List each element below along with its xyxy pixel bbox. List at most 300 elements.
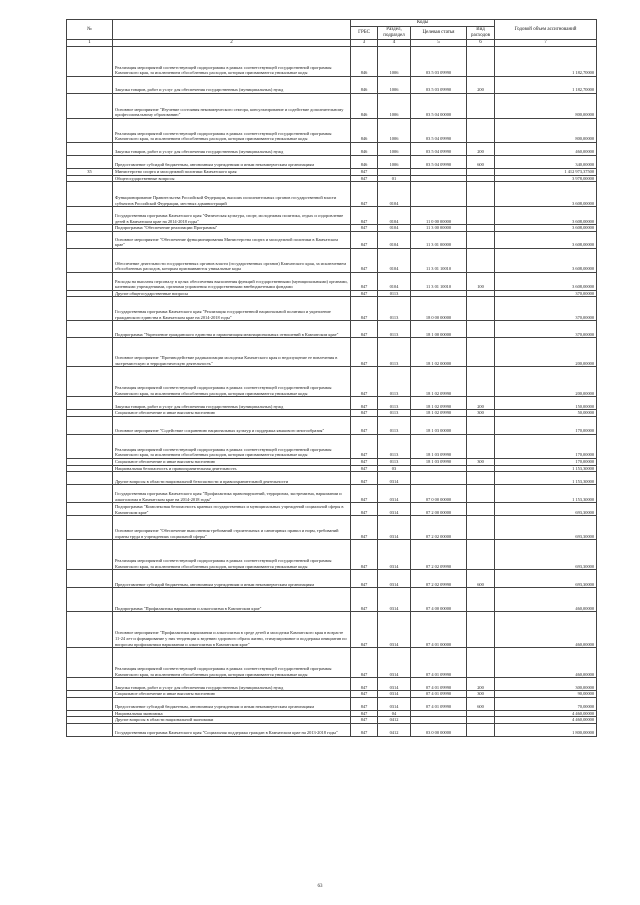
row-target: 11 3 00 00000 (411, 225, 467, 232)
row-exptype (467, 503, 495, 516)
row-number (67, 225, 113, 232)
row-section: 0113 (378, 416, 411, 434)
header-index: 2 (113, 40, 351, 47)
row-section: 0104 (378, 272, 411, 290)
row-grbs: 846 (351, 94, 378, 119)
row-exptype (467, 588, 495, 612)
row-target: 07 2 02 00000 (411, 516, 467, 540)
table-row (67, 248, 597, 272)
row-number (67, 710, 113, 717)
row-amount: 693,30000 (495, 570, 597, 588)
row-grbs: 847 (351, 458, 378, 465)
row-number (67, 119, 113, 143)
row-target: 03 5 04 09990 (411, 156, 467, 169)
row-grbs: 847 (351, 472, 378, 485)
table-row (67, 465, 597, 472)
row-target: 07 2 02 09990 (411, 540, 467, 570)
row-name: Министерство спорта и молодежной политики Камчатского края (113, 169, 351, 176)
row-section: 1006 (378, 156, 411, 169)
row-section: 0314 (378, 648, 411, 678)
table-row (67, 434, 597, 458)
row-target: 07 2 02 09990 (411, 570, 467, 588)
row-section: 0113 (378, 434, 411, 458)
row-exptype: 300 (467, 410, 495, 417)
row-section: 01 (378, 175, 411, 182)
row-section: 0104 (378, 248, 411, 272)
row-amount: 170,00000 (495, 458, 597, 465)
row-section: 0314 (378, 516, 411, 540)
table-row (67, 94, 597, 119)
row-section: 0314 (378, 485, 411, 503)
row-name: Расходы на выплаты персоналу в целях обеспечения выполнения функций государственными (муниципальными) органами, казенными учреждениями, органами управления государственными внебюджетными фондами (113, 272, 351, 290)
row-exptype: 200 (467, 77, 495, 94)
row-target (411, 465, 467, 472)
row-target: 11 3 01 10010 (411, 248, 467, 272)
row-target: 18 0 00 00000 (411, 297, 467, 321)
row-name: Общегосударственные вопросы (113, 175, 351, 182)
row-amount: 800,00000 (495, 119, 597, 143)
row-exptype (467, 182, 495, 207)
table-row (67, 410, 597, 417)
row-grbs: 847 (351, 410, 378, 417)
row-name: Другие вопросы в области национальной экономики (113, 717, 351, 724)
row-number (67, 321, 113, 338)
row-section: 0113 (378, 290, 411, 297)
table-row (67, 612, 597, 648)
row-amount: 460,00000 (495, 588, 597, 612)
row-section: 0113 (378, 458, 411, 465)
row-grbs: 847 (351, 570, 378, 588)
row-exptype: 100 (467, 272, 495, 290)
row-amount: 1 412 973,37500 (495, 169, 597, 176)
row-name: Другие вопросы в области национальной безопасности и правоохранительной деятельности (113, 472, 351, 485)
row-amount: 4 460,00000 (495, 710, 597, 717)
row-name: Подпрограмма "Профилактика наркомании и алкоголизма в Камчатском крае" (113, 588, 351, 612)
row-number (67, 410, 113, 417)
row-grbs: 847 (351, 723, 378, 736)
row-target: 07 0 00 00000 (411, 485, 467, 503)
row-section: 0314 (378, 540, 411, 570)
row-exptype (467, 94, 495, 119)
row-exptype: 200 (467, 143, 495, 156)
row-target (411, 472, 467, 485)
row-amount: 800,00000 (495, 94, 597, 119)
table-row (67, 207, 597, 225)
row-number (67, 297, 113, 321)
table-row (67, 272, 597, 290)
header-amount: Годовой объем ассигнований (495, 20, 597, 40)
row-target: 07 2 00 00000 (411, 503, 467, 516)
row-exptype (467, 648, 495, 678)
row-grbs: 847 (351, 612, 378, 648)
row-number (67, 516, 113, 540)
row-section: 1006 (378, 77, 411, 94)
row-target: 03 5 03 09990 (411, 47, 467, 77)
row-exptype (467, 723, 495, 736)
row-exptype (467, 472, 495, 485)
row-target: 18 1 02 09990 (411, 410, 467, 417)
row-section: 1006 (378, 47, 411, 77)
row-number (67, 231, 113, 248)
row-number (67, 207, 113, 225)
row-grbs: 847 (351, 691, 378, 698)
row-name: Обеспечение деятельности государственных органов власти (государственных органов) Камчатского края, за исключением обособленных расходов, которым присваиваются уникальные коды (113, 248, 351, 272)
row-grbs: 847 (351, 516, 378, 540)
row-name: Реализация мероприятий соответствующей подпрограммы в рамках соответствующей государственной программы Камчатского края, за исключением обособленных расходов, которым присваиваются уникальные коды (113, 648, 351, 678)
row-name: Закупка товаров, работ и услуг для обеспечения государственных (муниципальных) нужд (113, 678, 351, 691)
row-section: 0314 (378, 503, 411, 516)
row-amount: 170,00000 (495, 416, 597, 434)
row-amount: 1 153,30000 (495, 465, 597, 472)
row-number (67, 723, 113, 736)
row-section: 0314 (378, 678, 411, 691)
table-body (67, 47, 597, 737)
header-index: 4 (378, 40, 411, 47)
row-target: 11 3 01 00000 (411, 231, 467, 248)
row-name: Основное мероприятие "Противодействие радикализации молодежи Камчатского края и недопущение ее вовлечения в экстремистскую и террористическую деятельность" (113, 338, 351, 367)
row-number (67, 143, 113, 156)
row-amount: 4 460,00000 (495, 717, 597, 724)
row-amount: 70,00000 (495, 697, 597, 710)
row-number: 35 (67, 169, 113, 176)
row-name: Государственная программа Камчатского края "Реализация государственной национальной политики и укрепление гражданского единства в Камчатском крае на 2014-2018 годы" (113, 297, 351, 321)
row-exptype (467, 175, 495, 182)
row-name: Государственная программа Камчатского края "Социальная поддержка граждан в Камчатском крае на 2013-2018 годы" (113, 723, 351, 736)
table-row (67, 588, 597, 612)
row-target: 18 1 00 00000 (411, 321, 467, 338)
row-grbs: 847 (351, 182, 378, 207)
table-row (67, 225, 597, 232)
row-name: Основное мероприятие "Обеспечение выполнения требований строительных и санитарных правил и норм, требований охраны труда в учреждениях социальной сферы" (113, 516, 351, 540)
row-name: Национальная безопасность и правоохранительная деятельность (113, 465, 351, 472)
row-exptype (467, 710, 495, 717)
row-amount: 1 153,30000 (495, 472, 597, 485)
row-section: 0314 (378, 570, 411, 588)
row-exptype (467, 207, 495, 225)
row-target: 07 4 01 00000 (411, 612, 467, 648)
row-section: 0412 (378, 717, 411, 724)
row-number (67, 612, 113, 648)
row-grbs: 847 (351, 272, 378, 290)
row-name: Предоставление субсидий бюджетным, автономным учреждениям и иным некоммерческим организациям (113, 697, 351, 710)
row-target (411, 717, 467, 724)
row-section: 0104 (378, 231, 411, 248)
row-exptype (467, 516, 495, 540)
header-index: 5 (411, 40, 467, 47)
row-target: 18 1 02 09990 (411, 367, 467, 397)
table-row (67, 338, 597, 367)
table-row (67, 169, 597, 176)
row-section: 0113 (378, 410, 411, 417)
row-amount: 200,00000 (495, 338, 597, 367)
row-number (67, 248, 113, 272)
row-amount: 1 182,70000 (495, 77, 597, 94)
row-target: 18 1 02 09990 (411, 397, 467, 410)
table-header (67, 20, 597, 47)
row-section: 0314 (378, 612, 411, 648)
header-exptype: Вид расходов (467, 27, 495, 40)
row-grbs: 847 (351, 207, 378, 225)
table-row (67, 175, 597, 182)
table-row (67, 570, 597, 588)
row-exptype: 300 (467, 458, 495, 465)
row-exptype (467, 290, 495, 297)
row-target (411, 182, 467, 207)
row-number (67, 416, 113, 434)
row-section: 0314 (378, 691, 411, 698)
row-amount: 460,00000 (495, 612, 597, 648)
row-exptype: 200 (467, 397, 495, 410)
row-exptype (467, 612, 495, 648)
row-name: Закупка товаров, работ и услуг для обеспечения государственных (муниципальных) нужд (113, 143, 351, 156)
row-name: Реализация мероприятий соответствующей подпрограммы в рамках соответствующей государственной программы Камчатского края, за исключением обособленных расходов, которым присваиваются уникальные коды (113, 434, 351, 458)
row-name: Основное мероприятие "Изучение состояния некоммерческого сектора, консультирование и содействие дополнительному профессиональному образованию" (113, 94, 351, 119)
row-grbs: 847 (351, 697, 378, 710)
row-name: Реализация мероприятий соответствующей подпрограммы в рамках соответствующей государственной программы Камчатского края, за исключением обособленных расходов, которым присваиваются уникальные коды (113, 367, 351, 397)
row-grbs: 846 (351, 156, 378, 169)
row-target: 07 4 01 09990 (411, 691, 467, 698)
row-number (67, 588, 113, 612)
row-amount: 3 608,00000 (495, 248, 597, 272)
table-row (67, 717, 597, 724)
row-grbs: 847 (351, 169, 378, 176)
row-section: 0314 (378, 472, 411, 485)
row-number (67, 458, 113, 465)
row-number (67, 540, 113, 570)
table-row (67, 156, 597, 169)
header-number: № (67, 20, 113, 40)
table-row (67, 367, 597, 397)
table-row (67, 472, 597, 485)
table-row (67, 458, 597, 465)
header-index: 1 (67, 40, 113, 47)
row-exptype (467, 540, 495, 570)
row-grbs: 846 (351, 119, 378, 143)
row-exptype (467, 119, 495, 143)
row-number (67, 485, 113, 503)
row-amount: 3 978,00000 (495, 175, 597, 182)
page-number: 63 (317, 884, 323, 889)
row-grbs: 847 (351, 231, 378, 248)
row-grbs: 847 (351, 225, 378, 232)
row-amount: 170,00000 (495, 434, 597, 458)
header-index: 3 (351, 40, 378, 47)
row-amount: 1 800,00000 (495, 723, 597, 736)
row-section: 1006 (378, 143, 411, 156)
table-row (67, 697, 597, 710)
row-amount: 3 608,00000 (495, 272, 597, 290)
row-number (67, 648, 113, 678)
table-row (67, 691, 597, 698)
row-name: Социальное обеспечение и иные выплаты населению (113, 691, 351, 698)
table-row (67, 678, 597, 691)
row-section: 04 (378, 710, 411, 717)
header-index: 7 (495, 40, 597, 47)
row-number (67, 465, 113, 472)
row-number (67, 338, 113, 367)
row-number (67, 503, 113, 516)
row-grbs: 847 (351, 503, 378, 516)
row-target: 18 1 03 09990 (411, 458, 467, 465)
table-row (67, 503, 597, 516)
budget-table (66, 19, 597, 737)
row-number (67, 175, 113, 182)
row-exptype (467, 169, 495, 176)
row-grbs: 847 (351, 248, 378, 272)
row-exptype (467, 321, 495, 338)
row-name: Основное мероприятие "Содействие сохранению национальных культур и поддержка языкового многообразия" (113, 416, 351, 434)
row-name: Предоставление субсидий бюджетным, автономным учреждениям и иным некоммерческим организациям (113, 156, 351, 169)
row-number (67, 697, 113, 710)
row-grbs: 847 (351, 648, 378, 678)
row-amount: 460,00000 (495, 143, 597, 156)
table-row (67, 397, 597, 410)
row-exptype (467, 485, 495, 503)
row-name: Реализация мероприятий соответствующей подпрограммы в рамках соответствующей государственной программы Камчатского края, за исключением обособленных расходов, которым присваиваются уникальные коды (113, 47, 351, 77)
table-row (67, 485, 597, 503)
row-exptype: 600 (467, 156, 495, 169)
row-amount: 50,00000 (495, 410, 597, 417)
row-section: 0113 (378, 321, 411, 338)
row-exptype (467, 231, 495, 248)
row-target: 03 5 04 09990 (411, 143, 467, 156)
row-exptype (467, 338, 495, 367)
table-row (67, 723, 597, 736)
table-row (67, 321, 597, 338)
table-row (67, 119, 597, 143)
row-target: 18 1 03 00000 (411, 416, 467, 434)
row-name: Другие общегосударственные вопросы (113, 290, 351, 297)
row-grbs: 847 (351, 710, 378, 717)
row-exptype (467, 434, 495, 458)
row-amount: 370,00000 (495, 321, 597, 338)
row-number (67, 691, 113, 698)
row-target (411, 175, 467, 182)
table-row (67, 231, 597, 248)
table-row (67, 540, 597, 570)
row-section (378, 169, 411, 176)
table-row (67, 290, 597, 297)
row-name: Реализация мероприятий соответствующей подпрограммы в рамках соответствующей государственной программы Камчатского края, за исключением обособленных расходов, которым присваиваются уникальные коды (113, 540, 351, 570)
header-grbs: ГРБС (351, 27, 378, 40)
row-amount: 1 153,30000 (495, 485, 597, 503)
row-amount: 1 182,70000 (495, 47, 597, 77)
row-target: 03 0 00 00000 (411, 723, 467, 736)
row-grbs: 847 (351, 540, 378, 570)
row-amount: 693,30000 (495, 540, 597, 570)
table-row (67, 143, 597, 156)
row-number (67, 94, 113, 119)
row-amount: 693,30000 (495, 503, 597, 516)
table-row (67, 182, 597, 207)
row-grbs: 847 (351, 485, 378, 503)
row-exptype (467, 367, 495, 397)
row-section: 0412 (378, 723, 411, 736)
row-target: 07 4 01 09990 (411, 648, 467, 678)
row-section: 0104 (378, 225, 411, 232)
row-exptype (467, 225, 495, 232)
row-name: Предоставление субсидий бюджетным, автономным учреждениям и иным некоммерческим организациям (113, 570, 351, 588)
table-row (67, 516, 597, 540)
row-name: Функционирование Правительства Российской Федерации, высших исполнительных органов государственной власти субъектов Российской Федерации, местных администраций (113, 182, 351, 207)
row-grbs: 847 (351, 717, 378, 724)
table-row (67, 47, 597, 77)
table-row (67, 648, 597, 678)
row-number (67, 182, 113, 207)
row-amount: 3 608,00000 (495, 182, 597, 207)
row-name: Подпрограмма "Укрепление гражданского единства и гармонизация межнациональных отношений в Камчатском крае" (113, 321, 351, 338)
header-section: Раздел, подраздел (378, 27, 411, 40)
row-target: 11 3 01 10010 (411, 272, 467, 290)
row-exptype: 300 (467, 691, 495, 698)
row-section: 1006 (378, 94, 411, 119)
row-target (411, 290, 467, 297)
row-grbs: 847 (351, 434, 378, 458)
row-section: 0113 (378, 297, 411, 321)
row-name: Социальное обеспечение и иные выплаты населению (113, 458, 351, 465)
row-section: 0314 (378, 697, 411, 710)
row-grbs: 846 (351, 143, 378, 156)
row-grbs: 847 (351, 175, 378, 182)
row-exptype: 600 (467, 570, 495, 588)
row-grbs: 847 (351, 416, 378, 434)
row-amount: 90,00000 (495, 691, 597, 698)
row-amount: 370,00000 (495, 297, 597, 321)
row-amount: 150,00000 (495, 397, 597, 410)
row-name: Государственная программа Камчатского края "Физическая культура, спорт, молодежная политика, отдых и оздоровление детей в Камчатском крае на 2014-2018 годы" (113, 207, 351, 225)
row-name: Подпрограмма "Обеспечение реализации Программы" (113, 225, 351, 232)
row-exptype (467, 248, 495, 272)
row-amount: 693,30000 (495, 516, 597, 540)
row-section: 0113 (378, 397, 411, 410)
row-target: 18 1 03 09990 (411, 434, 467, 458)
row-amount: 300,00000 (495, 678, 597, 691)
row-name: Основное мероприятие "Обеспечение функционирования Министерства спорта и молодежной политики в Камчатском крае" (113, 231, 351, 248)
row-section: 0104 (378, 182, 411, 207)
row-number (67, 434, 113, 458)
row-target: 07 4 01 09990 (411, 697, 467, 710)
header-index: 6 (467, 40, 495, 47)
row-exptype: 200 (467, 678, 495, 691)
table-row (67, 710, 597, 717)
row-grbs: 847 (351, 367, 378, 397)
row-number (67, 367, 113, 397)
row-grbs: 847 (351, 588, 378, 612)
row-grbs: 846 (351, 77, 378, 94)
row-exptype (467, 416, 495, 434)
row-name: Подпрограмма "Комплексная безопасность краевых государственных и муниципальных учреждений социальной сферы в Камчатском крае" (113, 503, 351, 516)
row-grbs: 847 (351, 678, 378, 691)
row-section: 0113 (378, 338, 411, 367)
row-amount: 3 608,00000 (495, 207, 597, 225)
row-amount: 370,00000 (495, 290, 597, 297)
header-target: Целевая статья (411, 27, 467, 40)
row-section: 03 (378, 465, 411, 472)
row-section: 1006 (378, 119, 411, 143)
table-row (67, 297, 597, 321)
row-exptype (467, 297, 495, 321)
row-target: 07 4 01 09990 (411, 678, 467, 691)
row-target (411, 710, 467, 717)
row-amount: 200,00000 (495, 367, 597, 397)
row-exptype (467, 717, 495, 724)
row-number (67, 77, 113, 94)
row-exptype: 600 (467, 697, 495, 710)
table-row (67, 416, 597, 434)
row-name: Закупка товаров, работ и услуг для обеспечения государственных (муниципальных) нужд (113, 397, 351, 410)
row-target: 03 5 03 09990 (411, 77, 467, 94)
row-number (67, 678, 113, 691)
